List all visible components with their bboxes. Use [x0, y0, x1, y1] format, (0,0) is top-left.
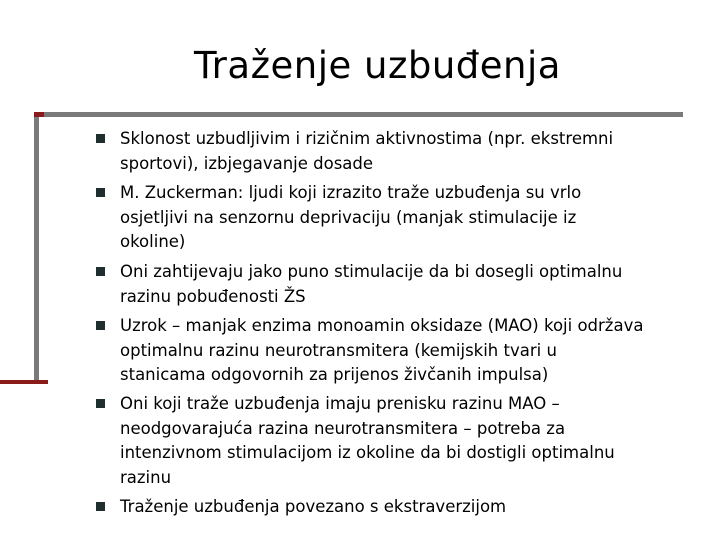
- square-bullet-icon: [96, 399, 105, 408]
- bullet-line: Oni zahtijevaju jako puno stimulacije da bi dosegli optimalnu: [120, 262, 623, 281]
- bullet-line: stanicama odgovornih za prijenos živčanih impulsa): [120, 365, 549, 384]
- slide-title: Traženje uzbuđenja: [194, 44, 561, 87]
- square-bullet-icon: [96, 188, 105, 197]
- bullet-line: osjetljivi na senzornu deprivaciju (manjak stimulacije iz: [120, 207, 577, 227]
- bullet-text: [120, 260, 700, 309]
- bullet-line: optimalnu razinu neurotransmitera (kemijskih tvari u: [120, 340, 557, 360]
- bullet-line: Uzrok – manjak enzima monoamin oksidaze (MAO) koji održava: [120, 316, 644, 335]
- square-bullet-icon: [96, 502, 105, 511]
- bullet-line: sportovi), izbjegavanje dosade: [120, 153, 374, 173]
- bullet-line: razinu pobuđenosti ŽS: [120, 286, 306, 306]
- bullet-line: Oni koji traže uzbuđenja imaju prenisku razinu MAO –: [120, 394, 560, 413]
- bullet-line: intenzivnom stimulacijom iz okoline da bi dostigli optimalnu: [120, 443, 615, 462]
- bullet-line: M. Zuckerman: ljudi koji izrazito traže uzbuđenja su vrlo: [120, 183, 582, 202]
- bullet-text: [120, 314, 700, 388]
- bullet-line: Traženje uzbuđenja povezano s ekstraverzijom: [120, 497, 507, 516]
- square-bullet-icon: [96, 267, 105, 276]
- bullet-line: razinu: [120, 467, 172, 487]
- bullet-line: okoline): [120, 232, 186, 251]
- square-bullet-icon: [96, 134, 105, 143]
- bullet-line: neodgovarajuća razina neurotransmitera – potreba za: [120, 418, 566, 438]
- square-bullet-icon: [96, 321, 105, 330]
- bullet-text: [120, 495, 700, 520]
- bullet-text: [120, 392, 700, 490]
- bullet-text: [120, 127, 700, 176]
- bullet-line: Sklonost uzbudljivim i rizičnim aktivnostima (npr. ekstremni: [120, 129, 614, 148]
- bullet-text: [120, 181, 700, 255]
